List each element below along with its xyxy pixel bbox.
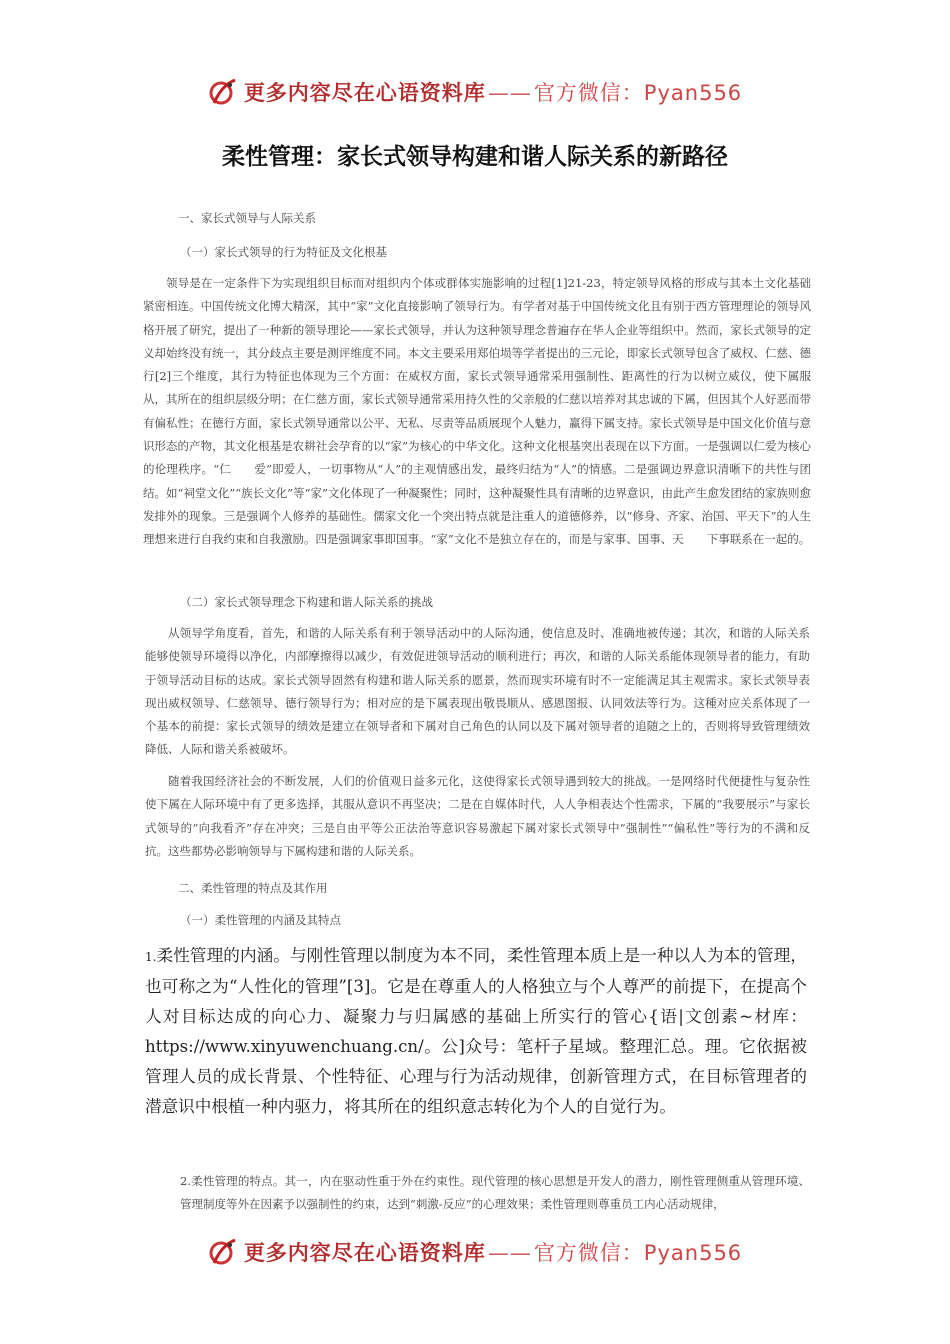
watermark-text: 更多内容尽在心语资料库——官方微信：Pyan556 — [243, 1241, 743, 1265]
section1-sub2-heading: （二）家长式领导理念下构建和谐人际关系的挑战 — [180, 595, 433, 609]
section2-large-paragraph — [145, 941, 807, 1122]
section2-heading: 二、柔性管理的特点及其作用 — [178, 881, 328, 895]
paragraph-number: 1. — [145, 950, 157, 964]
section2-sub1-paragraph-2: 2.柔性管理的特点。其一，内在驱动性重于外在约束性。现代管理的核心思想是开发人的潜力，刚性管理侧重从管理环境、管理制度等外在因素予以强制性的约束，达到“刺激-反应”的心理效果；柔性管理则尊重员工内心活动规律， — [180, 1174, 810, 1212]
watermark-banner-bottom — [0, 1232, 950, 1272]
large-paragraph-text: 柔性管理的内涵。与刚性管理以制度为本不同，柔性管理本质上是一种以人为本的管理，也可称之为“人性化的管理”[3]。它是在尊重人的人格独立与个人尊严的前提下，在提高个人对目标达成的向心力、凝聚力与归属感的基础上所实行的管心{语|文创素~材库：https://www.xinyuwenchuang.cn/。公]众号：笔杆子星域。整理汇总。理。它依据被管理人员的成长背景、个性特征、心理与行为活动规律，创新管理方式，在目标管理者的潜意识中根植一种内驱力，将其所在的组织意志转化为个人的自觉行为。 — [145, 946, 807, 1116]
section1-sub1-paragraph: 领导是在一定条件下为实现组织目标而对组织内个体或群体实施影响的过程[1]21-23，特定领导风格的形成与其本土文化基础紧密相连。中国传统文化博大精深，其中“家”文化直接影响了领导行为。有学者对基于中国传统文化且有别于西方管理理论的领导风格开展了研究，提出了一种新的领导理论——家长式领导，并认为这种领导理念普遍存在华人企业等组织中。然而，家长式领导的定义却始终没有统一，其分歧点主要是测评维度不同。本文主要采用郑伯埙等学者提出的三元论，即家长式领导包含了威权、仁慈、德行[2]三个维度，其行为特征也体现为三个方面：在威权方面，家长式领导通常采用强制性、距离性的行为以树立威仪，使下属服从，其所在的组织层级分明；在仁慈方面，家长式领导通常采用持久性的父亲般的仁慈以培养对其忠诚的下属，但因其个人好恶而带有偏私性；在德行方面，家长式领导通常以公平、无私、尽责等品质展现个人魅力，赢得下属支持。家长式领导是中国文化价值与意识形态的产物，其文化根基是农耕社会孕育的以“家”为核心的中华文化。这种文化根基突出表现在以下方面。一是强调以仁爱为核心的伦理秩序。“仁 爱”即爱人，一切事物从“人”的主观情感出发，最终归结为“人”的情感。二是强调边界意识清晰下的共性与团结。如“祠堂文化”“族长文化”等“家”文化体现了一种凝聚性；同时，这种凝聚性具有清晰的边界意识，由此产生愈发团结的家族则愈发排外的现象。三是强调个人修养的基础性。儒家文化一个突出特点就是注重人的道德修养，以“修身、齐家、治国、平天下”的人生理想来进行自我约束和自我激励。四是强调家事即国事。“家”文化不是独立存在的，而是与家事、国事、天 下事联系在一起的。 — [143, 276, 811, 547]
watermark-text: 更多内容尽在心语资料库——官方微信：Pyan556 — [243, 81, 743, 105]
brush-logo-icon — [208, 77, 238, 107]
section1-sub1-heading: （一）家长式领导的行为特征及文化根基 — [180, 245, 387, 259]
brush-logo-icon — [208, 1237, 238, 1267]
page-title: 柔性管理：家长式领导构建和谐人际关系的新路径 — [222, 144, 728, 170]
section1-heading: 一、家长式领导与人际关系 — [178, 211, 316, 225]
watermark-banner-top — [0, 72, 950, 112]
section1-sub2-paragraph-1: 从领导学角度看，首先，和谐的人际关系有利于领导活动中的人际沟通，使信息及时、准确地被传递；其次，和谐的人际关系能够使领导环境得以净化，内部摩擦得以减少，有效促进领导活动的顺利进行；再次，和谐的人际关系能体现领导者的能力，有助于领导活动目标的达成。家长式领导固然有构建和谐人际关系的愿景，然而现实环境有时不一定能满足其主观需求。家长式领导表现出威权领导、仁慈领导、德行领导行为；相对应的是下属表现出敬畏顺从、感恩图报、认同效法等行为。这種对应关系体现了一个基本的前提：家长式领导的绩效是建立在领导者和下属对自己角色的认同以及下属对领导者的追随之上的，否则将导致管理绩效降低、人际和谐关系被破坏。 — [145, 626, 810, 757]
section2-sub1-heading: （一）柔性管理的内涵及其特点 — [180, 913, 341, 927]
section1-sub2-paragraph-2: 随着我国经济社会的不断发展，人们的价值观日益多元化，这使得家长式领导遇到较大的挑战。一是网络时代便捷性与复杂性使下属在人际环境中有了更多选择，其服从意识不再坚决；二是在自媒体时代，人人争相表达个性需求，下属的“我要展示”与家长式领导的“向我看齐”存在冲突；三是自由平等公正法治等意识容易激起下属对家长式领导中“强制性”“偏私性”等行为的不满和反抗。这些都势必影响领导与下属构建和谐的人际关系。 — [145, 774, 810, 858]
